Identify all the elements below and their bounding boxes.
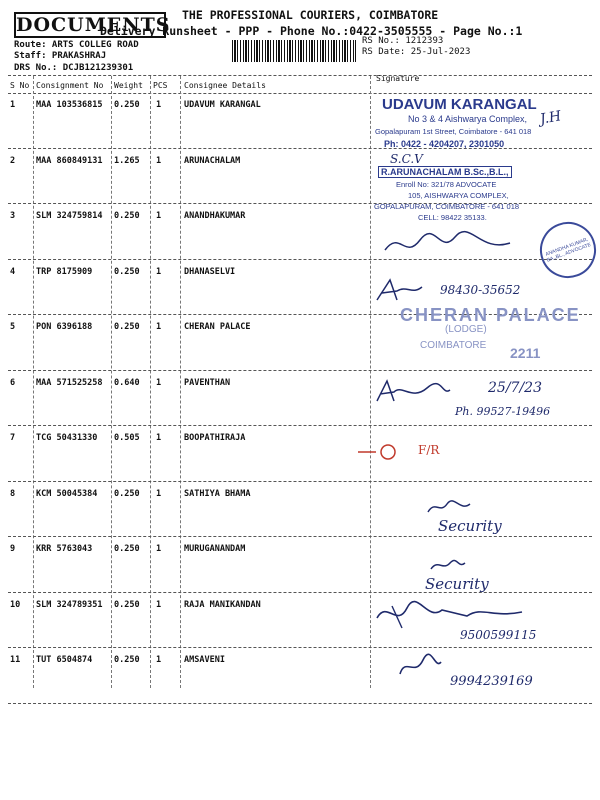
row-separator (8, 425, 592, 426)
row-consignee: PAVENTHAN (184, 377, 231, 388)
col-divider (150, 76, 151, 688)
sig11-signature (395, 652, 445, 680)
row-pcs: 1 (156, 377, 162, 388)
row-consignee: CHERAN PALACE (184, 322, 251, 332)
row-consignment-no: PON 6396188 (36, 322, 93, 332)
row-sno: 6 (10, 377, 16, 388)
sig7-text: F/R (418, 443, 440, 457)
sig8-initial (425, 498, 475, 516)
sig2-stamp-line1: Enroll No: 321/78 ADVOCATE (396, 180, 497, 189)
rs-date: RS Date: 25-Jul-2023 (362, 47, 471, 57)
sig6-signature (372, 376, 452, 406)
row-weight: 0.250 (114, 322, 140, 332)
sig2-stamp-line2: 105, AISHWARYA COMPLEX, (408, 191, 509, 200)
row-sno: 8 (10, 488, 16, 499)
sig2-stamp-name: R.ARUNACHALAM B.Sc.,B.L., (378, 166, 512, 178)
sig4-phone: 98430-35652 (440, 283, 521, 297)
barcode (232, 40, 356, 62)
row-separator (8, 481, 592, 482)
row-pcs: 1 (156, 322, 162, 332)
row-separator (8, 148, 592, 149)
row-consignment-no: SLM 324759814 (36, 211, 103, 221)
sig9-initial (428, 557, 468, 573)
documents-stamp: DOCUMENTS (16, 14, 171, 36)
row-consignee: MURUGANANDAM (184, 544, 246, 554)
row-consignment-no: KCM 50045384 (36, 488, 98, 499)
sig3-round-stamp: ANANDHA KUMAR, BA.,BL., ADVOCATE (532, 214, 600, 286)
row-consignment-no: TRP 8175909 (36, 266, 93, 277)
row-sno: 7 (10, 433, 16, 443)
col-divider (180, 76, 181, 688)
row-consignment-no: MAA 103536815 (36, 100, 103, 110)
col-pcs-header: PCS (153, 81, 168, 90)
row-consignment-no: MAA 860849131 (36, 155, 103, 166)
sig10-signature (372, 598, 532, 630)
sig8-security: Security (438, 517, 502, 535)
staff-label: Staff: PRAKASHRAJ (14, 51, 107, 61)
sig9-security: Security (425, 575, 489, 593)
row-weight: 0.250 (114, 488, 140, 499)
sig5-stamp-line2: COIMBATORE (420, 340, 487, 351)
row-consignment-no: TUT 6504874 (36, 655, 93, 665)
row-weight: 0.250 (114, 599, 140, 610)
sig2-stamp-cell: CELL: 98422 35133. (418, 213, 487, 222)
row-sno: 3 (10, 211, 16, 221)
row-consignee: BOOPATHIRAJA (184, 433, 246, 443)
row-sno: 9 (10, 544, 16, 554)
sig11-phone: 9994239169 (450, 674, 533, 689)
drs-number: DRS No.: DCJB121239301 (14, 63, 134, 73)
sig6-date: 25/7/23 (488, 380, 542, 396)
row-weight: 0.505 (114, 433, 140, 443)
col-sno-header: S No (10, 81, 30, 90)
col-signature-header: Signature (376, 74, 420, 83)
row-consignee: ANANDHAKUMAR (184, 211, 246, 221)
row-pcs: 1 (156, 488, 162, 499)
row-pcs: 1 (156, 266, 162, 277)
sig5-stamp-name: CHERAN PALACE (400, 305, 581, 325)
row-sno: 2 (10, 155, 16, 166)
row-consignee: ARUNACHALAM (184, 155, 241, 166)
row-weight: 0.250 (114, 544, 140, 554)
col-divider (111, 76, 112, 688)
col-consignee-header: Consignee Details (184, 81, 266, 90)
sig2-stamp-line3: GOPALAPURAM, COIMBATORE - 641 018 (374, 202, 520, 211)
sig5-stamp-phone: 2211 (510, 345, 541, 361)
company-name: THE PROFESSIONAL COURIERS, COIMBATORE (182, 8, 439, 22)
sig3-signature (380, 225, 520, 265)
sig4-signature (372, 275, 432, 305)
header-top-rule (8, 75, 592, 76)
col-weight-header: Weight (114, 81, 143, 90)
row-separator (8, 370, 592, 371)
row-separator (8, 592, 592, 593)
sig1-stamp-name: UDAVUM KARANGAL (382, 96, 537, 113)
sig1-stamp-line1: No 3 & 4 Aishwarya Complex, (408, 114, 528, 124)
sig5-stamp-line1: (LODGE) (445, 324, 487, 335)
row-sno: 10 (10, 599, 21, 610)
col-divider (370, 76, 371, 688)
row-consignment-no: TCG 50431330 (36, 433, 98, 443)
row-pcs: 1 (156, 599, 162, 610)
row-pcs: 1 (156, 100, 162, 110)
row-pcs: 1 (156, 433, 162, 443)
sig7-mark (356, 440, 406, 464)
row-weight: 0.250 (114, 266, 140, 277)
row-consignee: DHANASELVI (184, 266, 236, 277)
col-consignment-header: Consignment No (36, 81, 104, 90)
sig1-stamp-phone: Ph: 0422 - 4204207, 2301050 (384, 139, 505, 149)
row-sno: 1 (10, 100, 16, 110)
runsheet-title: Delivery Runsheet - PPP - Phone No.:0422-3505555 - Page No.:1 (100, 24, 523, 38)
row-sno: 11 (10, 655, 21, 665)
sig1-initials: J.H (538, 108, 563, 128)
row-pcs: 1 (156, 211, 162, 221)
rs-number: RS No.: 1212393 (362, 36, 444, 46)
col-divider (33, 76, 34, 688)
row-consignee: RAJA MANIKANDAN (184, 599, 261, 610)
row-weight: 0.250 (114, 100, 140, 110)
row-weight: 0.250 (114, 211, 140, 221)
row-consignee: UDAVUM KARANGAL (184, 100, 261, 110)
sig1-stamp-line2: Gopalapuram 1st Street, Coimbatore - 641 018 (375, 127, 532, 136)
row-consignee: SATHIYA BHAMA (184, 488, 251, 499)
sig6-phone: Ph. 99527-19496 (455, 405, 551, 418)
row-consignment-no: KRR 5763043 (36, 544, 93, 554)
row-separator (8, 703, 592, 704)
row-pcs: 1 (156, 544, 162, 554)
row-separator (8, 536, 592, 537)
row-weight: 1.265 (114, 155, 140, 166)
sig10-phone: 9500599115 (460, 628, 537, 642)
header-bottom-rule (8, 93, 592, 94)
row-weight: 0.640 (114, 377, 140, 388)
row-consignee: AMSAVENI (184, 655, 225, 665)
row-pcs: 1 (156, 155, 162, 166)
row-separator (8, 647, 592, 648)
row-consignment-no: SLM 324789351 (36, 599, 103, 610)
route-label: Route: ARTS COLLEG ROAD (14, 40, 139, 50)
row-sno: 4 (10, 266, 16, 277)
row-pcs: 1 (156, 655, 162, 665)
row-consignment-no: MAA 571525258 (36, 377, 103, 388)
row-weight: 0.250 (114, 655, 140, 665)
row-sno: 5 (10, 322, 16, 332)
sig2-handwriting: S.C.V (390, 152, 423, 166)
